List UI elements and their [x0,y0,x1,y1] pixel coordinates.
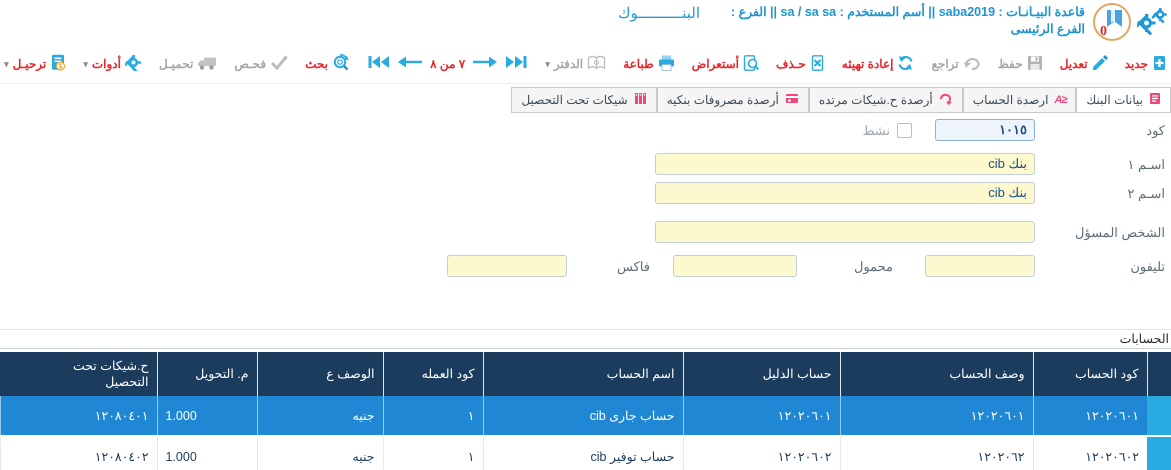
cell-account-desc: ١٢٠٢٠٦٠١ [840,396,1033,436]
active-checkbox[interactable] [897,123,912,138]
mobile-input[interactable] [673,255,797,277]
delete-doc-icon [810,55,825,74]
bank-expenses-icon [785,92,799,108]
settings-gears-icon[interactable] [1137,8,1167,36]
tab-collection-cheques[interactable] [511,87,656,113]
tools-button[interactable] [83,54,142,74]
fax-label: فاكس [617,259,650,274]
session-info-line2: الفرع الرئيسى [1010,22,1085,36]
col-account-name: اسم الحساب [483,352,683,396]
cell-account-code: ١٢٠٢٠٦٠١ [1033,396,1147,436]
toolbar-label: أستعراض [691,57,739,71]
search-icon [332,54,350,74]
bank-data-icon [1149,92,1161,108]
col-guide-account: حساب الدليل [683,352,840,396]
name1-label: اسـم ١ [1127,157,1165,172]
responsible-label: الشخص المسؤل [1075,225,1165,240]
tab-bank-expenses[interactable] [657,87,809,113]
cell-guide-account: ١٢٠٢٠٦٠١ [683,396,840,436]
preview-button[interactable] [692,55,759,74]
fax-input[interactable] [447,255,567,277]
section-divider-top [0,329,1171,330]
col-exchange-rate: م. التحويل [157,352,257,396]
responsible-input[interactable] [655,221,1035,243]
table-header-row [0,352,1171,396]
tab-label: أرصدة ح.شيكات مرتده [818,93,933,107]
row-selector-header [1147,352,1171,396]
code-input[interactable] [935,119,1035,141]
cell-collection-cheques: ١٢٠٨٠٤٠٢ [0,436,157,470]
pencil-icon [1092,55,1108,74]
tab-label: بيانات البنك [1086,93,1143,107]
skip-first-icon[interactable] [504,54,528,75]
badge-count: 0 [1100,24,1107,39]
prev-arrow-icon[interactable] [397,54,424,75]
name2-value: بنك cib [988,185,1027,200]
new-button[interactable] [1125,55,1167,74]
svg-text:$: $ [58,63,63,71]
check-icon [270,55,288,73]
toolbar-label: طباعة [623,57,654,71]
col-collection-cheques: ح.شيكات تحت التحصيل [0,352,157,396]
undo-icon [963,55,981,74]
cell-account-name: حساب جارى cib [483,396,683,436]
new-doc-icon [1152,55,1167,74]
next-arrow-icon[interactable] [471,54,498,75]
code-label: كود [1146,123,1165,138]
delete-button[interactable] [776,55,825,74]
reset-button[interactable] [842,55,915,74]
search-button[interactable] [305,54,350,74]
toolbar-label: الدفتر [553,57,584,71]
name2-input[interactable] [655,182,1035,204]
row-selector[interactable] [1147,436,1171,470]
mobile-label: محمول [853,259,893,274]
cell-currency-code: ١ [383,396,483,436]
cell-account-name: حساب توفير cib [483,436,683,470]
edit-button[interactable] [1060,55,1108,74]
skip-last-icon[interactable] [367,54,391,75]
cell-currency-desc: جنيه [257,436,383,470]
tab-account-balances[interactable] [963,87,1077,113]
toolbar-label: فحـص [234,57,267,71]
ledger-button[interactable] [545,55,606,74]
save-button[interactable] [998,55,1043,74]
posting-button[interactable] [4,54,66,74]
accounts-table [0,352,1171,470]
floppy-icon [1027,55,1043,74]
undo-button[interactable] [932,55,981,74]
phone-label: تليفون [1130,259,1165,274]
toolbar-label: حفظ [997,57,1023,71]
returned-cheques-icon [939,92,953,108]
tab-label: شيكات تحت التحصيل [521,93,628,107]
posting-doc-icon [50,54,66,74]
name1-input[interactable] [655,153,1035,175]
toolbar-label: تراجع [931,57,959,71]
record-navigation [367,54,528,75]
toolbar-label: ترحيـل [12,57,47,71]
active-label: نشط [862,123,890,138]
page-title: البنــــــــــوك [618,5,700,22]
printer-icon [658,55,675,74]
toolbar-label: حـذف [776,57,806,71]
name1-value: بنك cib [988,156,1027,171]
toolbar-label: جديد [1124,57,1148,71]
header-bar [0,0,1171,44]
cell-account-desc: ١٢٠٢٠٦٢ [840,436,1033,470]
refresh-icon [897,55,914,74]
chevron-down-icon: ▾ [83,58,88,69]
truck-icon [197,55,217,74]
tools-gear-icon [125,54,142,74]
account-balances-icon: ≤A [1054,94,1067,106]
tab-label: أرصدة مصروفات بنكيه [666,93,779,107]
col-account-desc: وصف الحساب [840,352,1033,396]
col-account-code: كود الحساب [1033,352,1147,396]
print-button[interactable] [623,55,674,74]
table-row-selected[interactable] [0,396,1171,436]
code-value: ١٠١٥ [999,122,1027,137]
tab-bank-data[interactable] [1076,87,1171,113]
record-counter: ٧ من ٨ [430,57,466,71]
tab-label: ارصدة الحساب [972,93,1049,107]
chevron-down-icon: ▾ [4,58,9,69]
toolbar-label: أدوات [91,57,121,71]
verify-button[interactable] [234,55,288,73]
collection-cheques-icon [634,92,647,108]
cell-collection-cheques: ١٢٠٨٠٤٠١ [0,396,157,436]
book-icon [587,55,606,74]
tab-returned-cheques[interactable] [809,87,963,113]
session-info-line1: قاعدة البيـانـات : saba2019 || أسم المستخدم : sa / sa sa || الفرع : [730,5,1085,19]
section-divider-bottom [0,348,1171,349]
bank-form [0,113,1171,330]
preview-doc-icon [743,55,759,74]
main-toolbar [0,45,1171,84]
session-info [731,4,1085,38]
toolbar-label: تعديل [1059,57,1088,71]
chevron-down-icon: ▾ [545,58,550,69]
cell-currency-code: ١ [383,436,483,470]
cell-currency-desc: جنيه [257,396,383,436]
row-selector[interactable] [1147,396,1171,436]
cell-guide-account: ١٢٠٢٠٦٠٢ [683,436,840,470]
notification-badge-icon[interactable] [1093,3,1131,41]
toolbar-label: إعادة تهيئه [841,57,894,71]
bank-tabs [511,87,1171,113]
cell-account-code: ١٢٠٢٠٦٠٢ [1033,436,1147,470]
cell-exchange-rate: 1.000 [157,436,257,470]
toolbar-label: تحميـل [159,57,194,71]
load-button[interactable] [159,55,217,74]
cell-exchange-rate: 1.000 [157,396,257,436]
accounts-section-title: الحسابات [1119,332,1169,346]
name2-label: اسـم ٢ [1127,186,1165,201]
toolbar-label: بحث [305,57,329,71]
table-row[interactable] [0,436,1171,470]
col-currency-desc: الوصف ع [257,352,383,396]
phone-input[interactable] [925,255,1035,277]
col-currency-code: كود العمله [383,352,483,396]
